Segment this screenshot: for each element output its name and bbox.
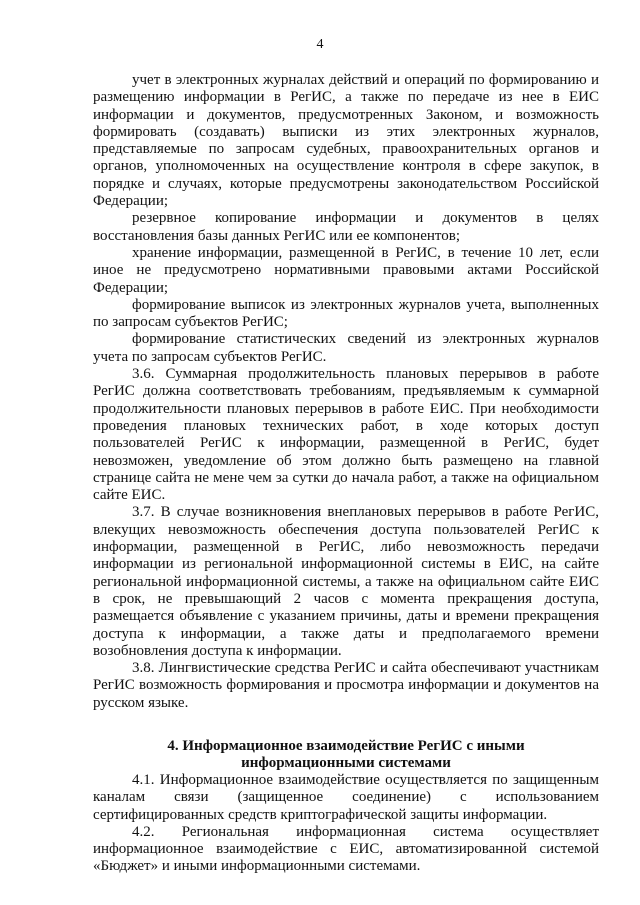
- paragraph-3-6: 3.6. Суммарная продолжительность плановых перерывов в работе РегИС должна соответствовать требованиям, предъявляемым к суммарной продолжительности плановых перерывов в работе ЕИС. При необходимости проведения плановых технических работ, в ходе которых доступ пользователей РегИС к информации, размещенной в РегИС, будет невозможен, уведомление об этом должно быть размещено на главной странице сайта не мене чем за сутки до начала работ, а также на официальном сайте ЕИС.: [93, 366, 599, 504]
- section-4-heading: 4. Информационное взаимодействие РегИС с иными информационными системами: [167, 737, 525, 771]
- paragraph-4-2: 4.2. Региональная информационная система осуществляет информационное взаимодействие с ЕИС, автоматизированной системой «Бюджет» и иными информационными системами.: [93, 823, 599, 875]
- page-number: 4: [316, 37, 324, 52]
- paragraph-statistics: формирование статистических сведений из электронных журналов учета по запросам субъектов РегИС.: [93, 331, 599, 365]
- paragraph-4-1: 4.1. Информационное взаимодействие осуществляется по защищенным каналам связи (защищенное соединение) с использованием сертифицированных средств криптографической защиты информации.: [93, 771, 599, 823]
- paragraph-electronic-journals: учет в электронных журналах действий и операций по формированию и размещению информации в РегИС, а также по передаче из нее в ЕИС информации и документов, предусмотренных Законом, и возможность формировать (создавать) выписки из этих электронных журналов, представляемые по запросам судебных, правоохранительных органов и органов, уполномоченных на осуществление контроля в сфере закупок, в порядке и случаях, которые предусмотрены законодательством Российской Федерации;: [93, 72, 599, 210]
- document-body: [93, 72, 599, 876]
- paragraph-backup-copying: резервное копирование информации и документов в целях восстановления базы данных РегИС или ее компонентов;: [93, 210, 599, 244]
- paragraph-3-7: 3.7. В случае возникновения внеплановых перерывов в работе РегИС, влекущих невозможность обеспечения доступа пользователей РегИС к информации, размещенной в РегИС, либо невозможность передачи информации из региональной информационной системы в ЕИС, на сайте региональной информационной системы, а также на официальном сайте ЕИС в срок, не превышающий 2 часов с момента прекращения доступа, размещается объявление с указанием причины, даты и времени прекращения доступа к информации, а также даты и предполагаемого времени возобновления доступа к информации.: [93, 504, 599, 659]
- paragraph-storage-10-years: хранение информации, размещенной в РегИС, в течение 10 лет, если иное не предусмотрено нормативными правовыми актами Российской Федерации;: [93, 244, 599, 296]
- paragraph-journal-extracts: формирование выписок из электронных журналов учета, выполненных по запросам субъектов РегИС;: [93, 296, 599, 331]
- paragraph-3-8: 3.8. Лингвистические средства РегИС и сайта обеспечивают участникам РегИС возможность формирования и просмотра информации и документов на русском языке.: [93, 660, 599, 711]
